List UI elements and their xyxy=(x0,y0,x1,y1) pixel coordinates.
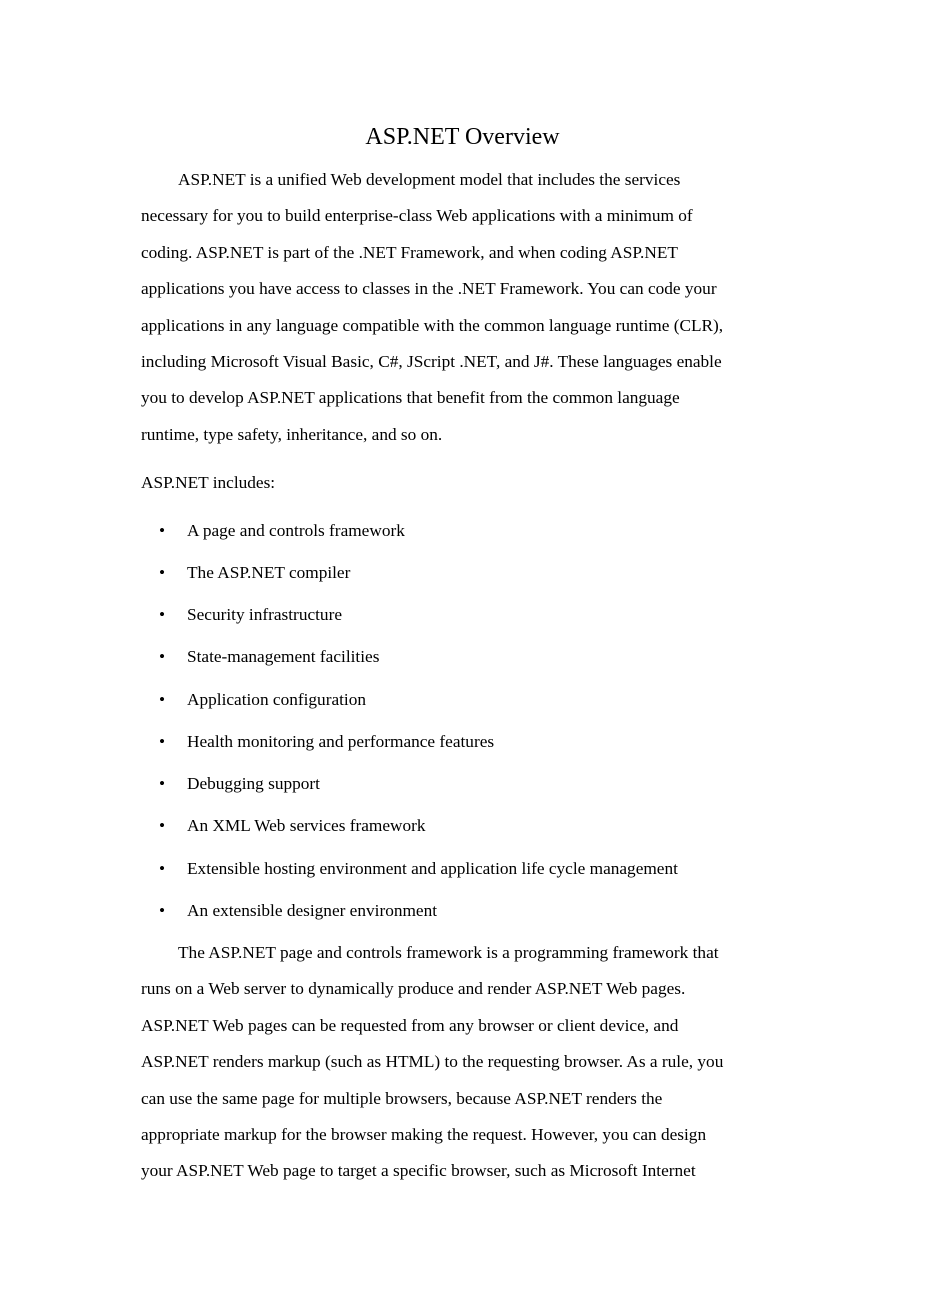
paragraph-line: can use the same page for multiple browsers, because ASP.NET renders the xyxy=(141,1088,663,1108)
list-item-text: An XML Web services framework xyxy=(187,816,426,835)
paragraph-line: runs on a Web server to dynamically produce and render ASP.NET Web pages. xyxy=(141,979,686,999)
framework-paragraph xyxy=(141,935,783,1190)
paragraph-line: including Microsoft Visual Basic, C#, JScript .NET, and J#. These languages enable xyxy=(141,352,722,372)
page-title: ASP.NET Overview xyxy=(365,124,560,150)
bullet-icon: • xyxy=(158,605,166,624)
paragraph-line: ASP.NET Web pages can be requested from any browser or client device, and xyxy=(141,1015,679,1035)
paragraph-line: ASP.NET is a unified Web development model that includes the services xyxy=(178,170,681,189)
paragraph-line: appropriate markup for the browser making the request. However, you can design xyxy=(141,1125,707,1145)
paragraph-line: The ASP.NET page and controls framework is a programming framework that xyxy=(178,943,719,962)
paragraph-line: runtime, type safety, inheritance, and so on. xyxy=(141,424,443,444)
bullet-icon: • xyxy=(158,521,166,540)
list-item-text: The ASP.NET compiler xyxy=(187,563,351,582)
bullet-icon: • xyxy=(158,563,166,582)
includes-label: ASP.NET includes: xyxy=(141,473,276,492)
paragraph-line: applications in any language compatible with the common language runtime (CLR), xyxy=(141,315,724,335)
paragraph-line: necessary for you to build enterprise-class Web applications with a minimum of xyxy=(141,206,693,226)
intro-paragraph xyxy=(141,162,783,453)
bullet-icon: • xyxy=(158,816,166,835)
list-item-text: Health monitoring and performance features xyxy=(187,732,495,751)
list-item-text: A page and controls framework xyxy=(187,521,405,540)
paragraph-line: ASP.NET renders markup (such as HTML) to the requesting browser. As a rule, you xyxy=(141,1052,724,1072)
paragraph-line: applications you have access to classes in the .NET Framework. You can code your xyxy=(141,279,717,299)
paragraph-line: you to develop ASP.NET applications that benefit from the common language xyxy=(141,388,680,408)
list-item-text: State-management facilities xyxy=(187,647,380,666)
list-item-text: An extensible designer environment xyxy=(187,901,438,920)
paragraph-line: coding. ASP.NET is part of the .NET Framework, and when coding ASP.NET xyxy=(141,242,678,262)
list-item-text: Debugging support xyxy=(187,774,320,793)
list-item-text: Security infrastructure xyxy=(187,605,342,624)
list-item-text: Extensible hosting environment and application life cycle management xyxy=(187,859,678,878)
bullet-icon: • xyxy=(158,774,166,793)
bullet-icon: • xyxy=(158,732,166,751)
bullet-icon: • xyxy=(158,901,166,920)
paragraph-line: your ASP.NET Web page to target a specific browser, such as Microsoft Internet xyxy=(141,1161,696,1181)
bullet-icon: • xyxy=(158,647,166,666)
bullet-icon: • xyxy=(158,859,166,878)
list-item-text: Application configuration xyxy=(187,690,367,709)
bullet-icon: • xyxy=(158,690,166,709)
